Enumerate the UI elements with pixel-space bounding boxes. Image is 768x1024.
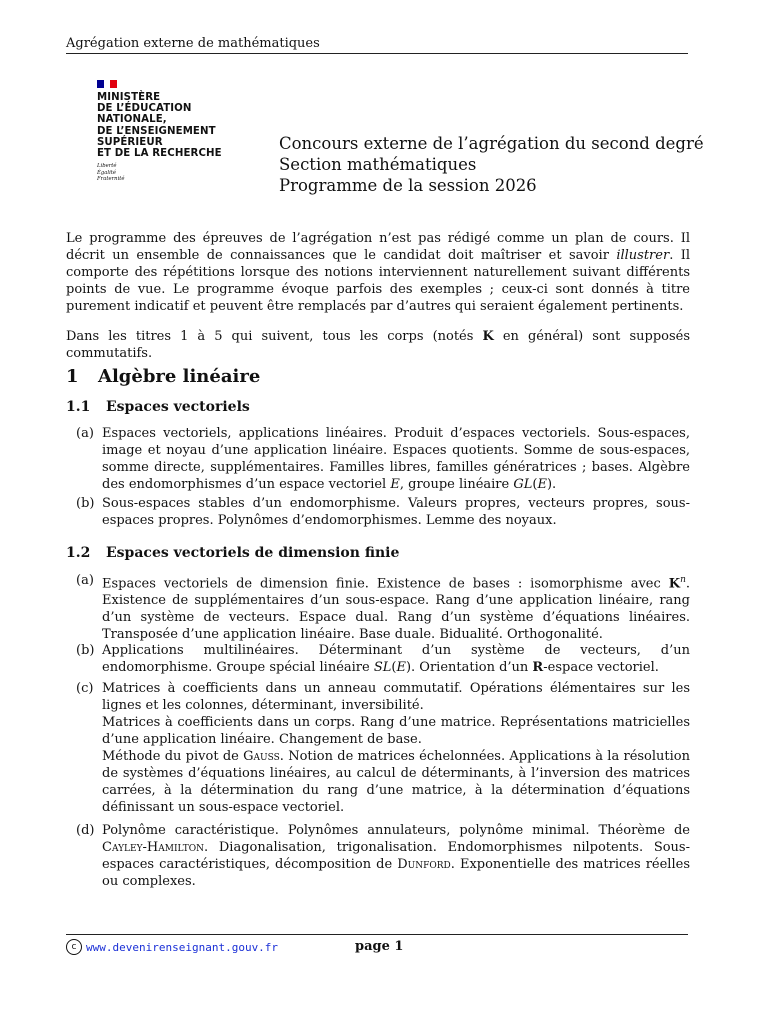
ministry-line: MINISTÈRE xyxy=(97,92,161,103)
ministry-line: SUPÉRIEUR xyxy=(97,136,163,148)
item-text: ). Orientation d’un xyxy=(405,660,533,675)
intro-paragraph xyxy=(66,230,690,315)
item-text: Matrices à coefficients dans un corps. Rang d’une matrice. Représentations matricielles d’une application linéaire. Changement de base. xyxy=(102,715,690,747)
header-rule xyxy=(66,53,688,54)
person-name: Gauss xyxy=(243,749,280,764)
item-text: -espace vectoriel. xyxy=(543,660,659,675)
ministry-line: DE L’ENSEIGNEMENT xyxy=(97,125,216,137)
website-link[interactable]: www.devenirenseignant.gouv.fr xyxy=(86,940,279,954)
math-symbol: K xyxy=(668,576,681,592)
fields-text: en général) sont supposés commutatifs. xyxy=(66,329,690,361)
item-text: , groupe linéaire xyxy=(399,477,514,492)
math-symbol: R xyxy=(532,660,544,675)
subsection-number: 1.2 xyxy=(66,545,91,561)
list-item xyxy=(76,425,690,493)
flag-blue-stripe xyxy=(97,80,104,88)
item-text: Espaces vectoriels, applications linéaires. Produit d’espaces vectoriels. Sous-espaces, image et noyau d’une application linéaire. Espaces quotients. Somme de sous-espaces, somme directe, supplémentaires. Familles libres, familles génératrices ; bases. Algèbre des endomorphismes d’un espace vectoriel xyxy=(102,426,690,492)
ministry-name xyxy=(97,92,237,159)
math-exponent: n xyxy=(680,575,686,585)
title-line-3: Programme de la session 2026 xyxy=(279,176,537,195)
item-text: . Diagonalisation, trigonalisation. Endomorphismes nilpotents. Sous-espaces caractéristiques, décomposition de xyxy=(102,840,690,872)
item-label: (a) xyxy=(76,426,94,441)
item-text: . Existence de supplémentaires d’un sous-espace. Rang d’une application linéaire, rang d’un système de vecteurs. Espace dual. Rang d’un système d’équations linéaires. Transposée d’une application linéaire. Base duale. Bidualité. Orthogonalité. xyxy=(102,576,690,643)
intro-text: Le programme des épreuves de l’agrégation n’est pas rédigé comme un plan de cours. Il décrit un ensemble de connaissances que le candidat doit maîtriser et savoir xyxy=(66,231,690,263)
list-item xyxy=(76,680,690,816)
item-text: ( xyxy=(391,660,397,675)
item-text: Méthode du pivot de xyxy=(102,749,244,764)
subsection-title: Espaces vectoriels de dimension finie xyxy=(106,545,400,561)
title-line-1: Concours externe de l’agrégation du second degré xyxy=(279,134,704,153)
intro-text: . Il comporte des répétitions lorsque des notions interviennent naturellement suivant différents points de vue. Le programme évoque parfois des exemples ; ceux-ci sont donnés à titre purement indicatif et peuvent être remplacés par d’autres qui seraient également pertinents. xyxy=(66,248,690,314)
title-line-2: Section mathématiques xyxy=(279,155,477,174)
flag-red-stripe xyxy=(110,80,117,88)
item-label: (c) xyxy=(76,681,94,696)
item-text: Espaces vectoriels de dimension finie. Existence de bases : isomorphisme avec xyxy=(102,576,669,592)
section-heading xyxy=(66,366,260,387)
item-text xyxy=(102,748,690,816)
math-symbol: GL xyxy=(513,477,533,492)
math-symbol: E xyxy=(390,477,400,492)
item-label: (b) xyxy=(76,643,95,658)
section-title: Algèbre linéaire xyxy=(98,366,261,387)
item-label: (a) xyxy=(76,573,94,588)
motto-line: Égalité xyxy=(97,169,117,176)
document-title xyxy=(279,133,704,196)
motto-line: Fraternité xyxy=(97,176,125,183)
list-item xyxy=(76,642,690,676)
subsection-heading xyxy=(66,399,250,415)
copyright-icon: c xyxy=(66,939,82,955)
item-text: Applications multilinéaires. Déterminant d’un système de vecteurs, d’un endomorphisme. Groupe spécial linéaire xyxy=(102,643,690,675)
list-item xyxy=(76,572,690,643)
ministry-line: ET DE LA RECHERCHE xyxy=(97,148,222,160)
item-text: ). xyxy=(546,477,557,492)
item-text: Sous-espaces stables d’un endomorphisme. Valeurs propres, vecteurs propres, sous-espaces propres. Polynômes d’endomorphismes. Lemme des noyaux. xyxy=(102,496,690,528)
fields-text: Dans les titres 1 à 5 qui suivent, tous les corps (notés xyxy=(66,329,483,344)
ministry-line: NATIONALE, xyxy=(97,114,167,126)
subsection-title: Espaces vectoriels xyxy=(106,399,250,415)
ministry-logo xyxy=(97,80,237,182)
list-item xyxy=(76,822,690,890)
running-header: Agrégation externe de mathématiques xyxy=(66,36,320,51)
list-item xyxy=(76,495,690,529)
field-symbol: K xyxy=(482,329,494,344)
intro-emphasis: illustrer xyxy=(616,248,670,263)
page-number: page 1 xyxy=(355,939,404,954)
item-text: Matrices à coefficients dans un anneau commutatif. Opérations élémentaires sur les lignes et les colonnes, déterminant, inversibilité. xyxy=(102,681,690,713)
ministry-line: DE L’ÉDUCATION xyxy=(97,103,192,115)
footer-rule xyxy=(66,934,688,935)
republic-motto xyxy=(97,163,237,182)
fields-paragraph xyxy=(66,328,690,362)
subsection-heading xyxy=(66,545,399,561)
flag-white-stripe xyxy=(104,80,111,88)
item-label: (b) xyxy=(76,496,95,511)
math-symbol: SL xyxy=(373,660,392,675)
section-number: 1 xyxy=(66,366,79,387)
person-name: Dunford xyxy=(397,857,451,872)
math-symbol: E xyxy=(396,660,406,675)
item-text: . Exponentielle des matrices réelles ou complexes. xyxy=(102,857,690,889)
footer-left xyxy=(66,939,278,955)
item-text: . Notion de matrices échelonnées. Applications à la résolution de systèmes d’équations linéaires, au calcul de déterminants, à l’inversion des matrices carrées, à la détermination du rang d’une matrice, à la détermination d’équations définissant un sous-espace vectoriel. xyxy=(102,749,690,815)
person-name: Cayley-Hamilton xyxy=(102,840,205,855)
item-label: (d) xyxy=(76,823,95,838)
item-text: ( xyxy=(532,477,538,492)
french-flag-icon xyxy=(97,80,117,88)
motto-line: Liberté xyxy=(97,163,117,170)
item-text: Polynôme caractéristique. Polynômes annulateurs, polynôme minimal. Théorème de xyxy=(102,823,690,838)
math-symbol: E xyxy=(537,477,547,492)
subsection-number: 1.1 xyxy=(66,399,91,415)
